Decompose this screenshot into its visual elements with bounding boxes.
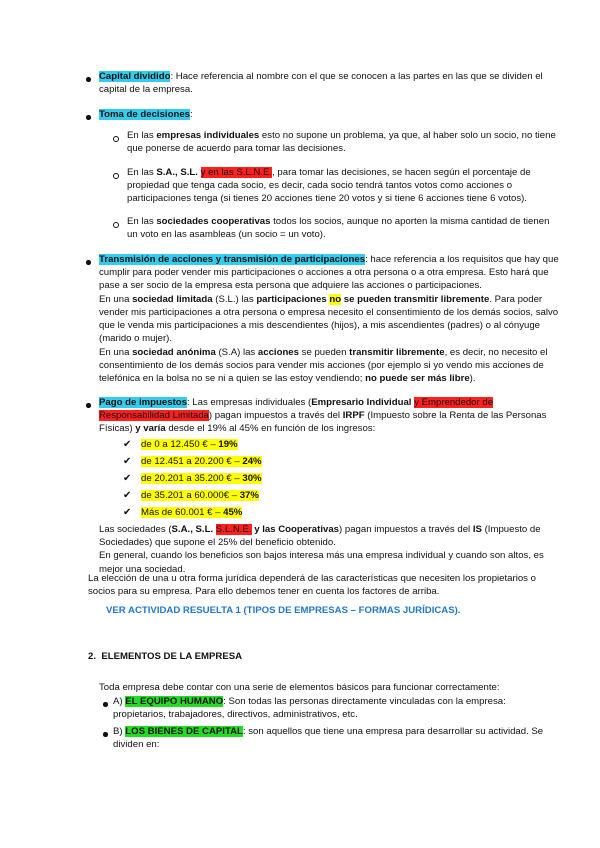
sa-mid: (S.A) las (215, 346, 258, 358)
soc-post: ) pagan impuestos a través del (339, 524, 473, 535)
toma-item-3-post: todos los socios, aunque no aporten la misma cantidad de tienen un voto en las asambleas (un socio = un voto). (127, 216, 550, 241)
sa-bold2: acciones (257, 346, 299, 358)
section-2-number: 2. (88, 651, 97, 662)
imp-post3: desde el 19% al 45% en función de los ingresos: (165, 423, 376, 435)
toma-item-1-pre: En las (127, 130, 157, 141)
sl-bold3: se pueden transmitir libremente (343, 293, 490, 305)
sa-mid2: se pueden (298, 346, 350, 358)
imp-post2: (Impuesto sobre la Renta de las Personas Físicas) (99, 410, 547, 435)
item-b (113, 725, 559, 751)
toma-item-3-bold: sociedades cooperativas (156, 216, 271, 227)
tramo-3-pct: 30% (242, 473, 262, 484)
section-2-intro: Toda empresa debe contar con una serie de elementos básicos para funcionar correctamente: (99, 682, 500, 693)
eleccion-paragraph: La elección de una u otra forma jurídica dependerá de las características que necesiten los propietarios o socios para su empresa. Para ello debemos tener en cuenta los factores de arriba. (88, 573, 536, 598)
actividad-resuelta-link[interactable]: VER ACTIVIDAD RESUELTA 1 (TIPOS DE EMPRESAS – FORMAS JURÍDICAS). (106, 605, 461, 616)
tramo-5-text: Más de 60.001 € – (141, 507, 224, 518)
transmision-sa (99, 346, 559, 386)
imp-pre: : Las empresas individuales ( (186, 397, 312, 408)
tramo-3-text: de 20.201 a 35.200 € – (141, 473, 243, 484)
toma-item-2-red: y en las S.L.N.E. (200, 167, 273, 178)
transmision-block (99, 253, 559, 385)
bullet-transmision (86, 260, 91, 265)
soc-red: S.L.N.E. (215, 524, 252, 535)
impuestos-intro (99, 396, 559, 436)
check-icon: ✔ (123, 507, 132, 518)
sa-bold4: no puede ser más libre (365, 373, 470, 385)
tramo-5 (141, 506, 242, 519)
tramo-4-pct: 37% (239, 490, 259, 501)
toma-item-1 (127, 129, 559, 155)
toma-item-1-bold: empresas individuales (156, 130, 260, 141)
tramo-4-text: de 35.201 a 60.000€ – (141, 490, 240, 501)
sl-bold: sociedad limitada (132, 293, 213, 305)
tramo-2 (141, 455, 262, 468)
tramo-2-text: de 12.451 a 20.200 € – (141, 456, 243, 467)
capital-text: : Hace referencia al nombre con el que se conocen a las partes en las que se dividen el capital de la empresa. (99, 71, 543, 96)
item-b-term: LOS BIENES DE CAPITAL (125, 726, 243, 737)
sa-end: ). (469, 373, 476, 385)
capital-paragraph (99, 70, 559, 96)
sociedades-block (99, 523, 559, 576)
circle-bullet-2 (113, 173, 119, 179)
check-icon: ✔ (123, 456, 132, 467)
circle-bullet-3 (113, 222, 119, 228)
imp-irpf: IRPF (342, 410, 365, 422)
toma-item-2-pre: En las (127, 167, 157, 178)
toma-item-1-post: esto no supone un problema, ya que, al haber solo un socio, no tiene que ponerse de acuerdo para tomar las decisiones. (127, 130, 556, 155)
section-2-heading (88, 650, 242, 663)
sl-mid: (S.L.) las (212, 293, 257, 305)
section-2-title: ELEMENTOS DE LA EMPRESA (101, 651, 243, 662)
soc-is: IS (472, 524, 482, 535)
toma-term: Toma de decisiones (99, 109, 190, 120)
check-icon: ✔ (123, 490, 132, 501)
toma-item-2-bold: S.A., S.L. (156, 167, 198, 178)
imp-bold2: y varía (135, 423, 166, 435)
toma-item-2 (127, 166, 559, 206)
imp-post: ) pagan impuestos a través del (208, 410, 343, 422)
imp-bold: Empresario Individual (311, 397, 412, 408)
soc-bold2: y las Cooperativas (254, 524, 339, 535)
bullet-toma (86, 115, 91, 120)
toma-item-3 (127, 215, 559, 241)
sa-bold: sociedad anónima (132, 346, 216, 358)
imp-red: y Emprendedor de Responsabilidad Limitada (99, 397, 494, 422)
sa-post: , es decir, no necesito el consentimiento de los demás socios para vender mis acciones (por ejemplo si yo vendo mis acciones de telefónica en la bolsa no se ni a quien se las estoy vendiendo; (99, 346, 548, 385)
item-b-text: : son aquellos que tiene una empresa para desarrollar su actividad. Se dividen en: (113, 726, 544, 751)
soc-bold: S.A., S.L. (171, 524, 214, 535)
item-a-text: : Son todas las personas directamente vinculadas con la empresa: propietarios, trabajadores, directivos, administrativos, etc. (113, 696, 506, 721)
sa-pre: En una (99, 346, 133, 358)
item-a-prefix: A) (113, 696, 126, 707)
toma-item-2-post: , para tomar las decisiones, se hacen según el porcentaje de propiedad que tenga cada socio, es decir, cada socio tendrá tantos votos como acciones o participaciones tenga (si tienes 20 acciones tiene 20 votos y si tiene 6 acciones tiene 6 votos). (127, 167, 531, 205)
circle-bullet-1 (113, 136, 119, 142)
tramo-4 (141, 489, 259, 502)
transmision-intro (99, 253, 559, 293)
capital-term: Capital dividido (99, 71, 171, 82)
check-icon: ✔ (123, 439, 132, 450)
sa-bold3: transmitir libremente (349, 346, 445, 358)
sociedades-paragraph (99, 523, 559, 549)
soc-post2: (Impuesto de Sociedades) que supone el 25% del beneficio obtenido. (99, 524, 541, 549)
item-a-term: EL EQUIPO HUMANO (125, 696, 224, 707)
transmision-sl (99, 293, 559, 346)
sl-pre: En una (99, 293, 133, 305)
transmision-term: Transmisión de acciones y transmisión de participaciones (99, 254, 366, 265)
toma-heading (99, 108, 193, 121)
transmision-text1: : hace referencia a los requisitos que hay que cumplir para poder vender mis participaciones o acciones a otra persona o a otra empresa. Esto hará que pase a ser socio de la empresa esta persona que adquiere las acciones o participaciones. (99, 254, 559, 292)
bullet-impuestos (86, 403, 91, 408)
tramo-1-text: de 0 a 12.450 € – (141, 439, 219, 450)
sl-no: no (329, 293, 342, 305)
tramo-5-pct: 45% (223, 507, 243, 518)
general-paragraph: En general, cuando los beneficios son bajos interesa más una empresa individual y cuando son altos, es mejor una sociedad. (99, 550, 544, 575)
item-a (113, 695, 559, 721)
impuestos-term: Pago de impuestos (99, 397, 187, 408)
bullet-b (103, 732, 108, 737)
tramo-3 (141, 472, 262, 485)
check-icon: ✔ (123, 473, 132, 484)
item-b-prefix: B) (113, 726, 126, 737)
tramo-1 (141, 438, 238, 451)
impuestos-block (99, 396, 559, 436)
sl-post: . Para poder vender mis participaciones a otra persona o empresa necesito el consentimiento de los demás socios, salvo que le venda mis participaciones a mis descendientes (hijos), a mis ascendientes (padres) o al cónyuge (marido o mujer). (99, 293, 559, 345)
tramo-1-pct: 19% (218, 439, 238, 450)
soc-pre: Las sociedades ( (99, 524, 172, 535)
sl-bold2: participaciones (256, 293, 327, 305)
bullet-a (103, 702, 108, 707)
tramo-2-pct: 24% (242, 456, 262, 467)
bullet-capital (86, 77, 91, 82)
toma-item-3-pre: En las (127, 216, 157, 227)
toma-colon: : (190, 109, 193, 120)
